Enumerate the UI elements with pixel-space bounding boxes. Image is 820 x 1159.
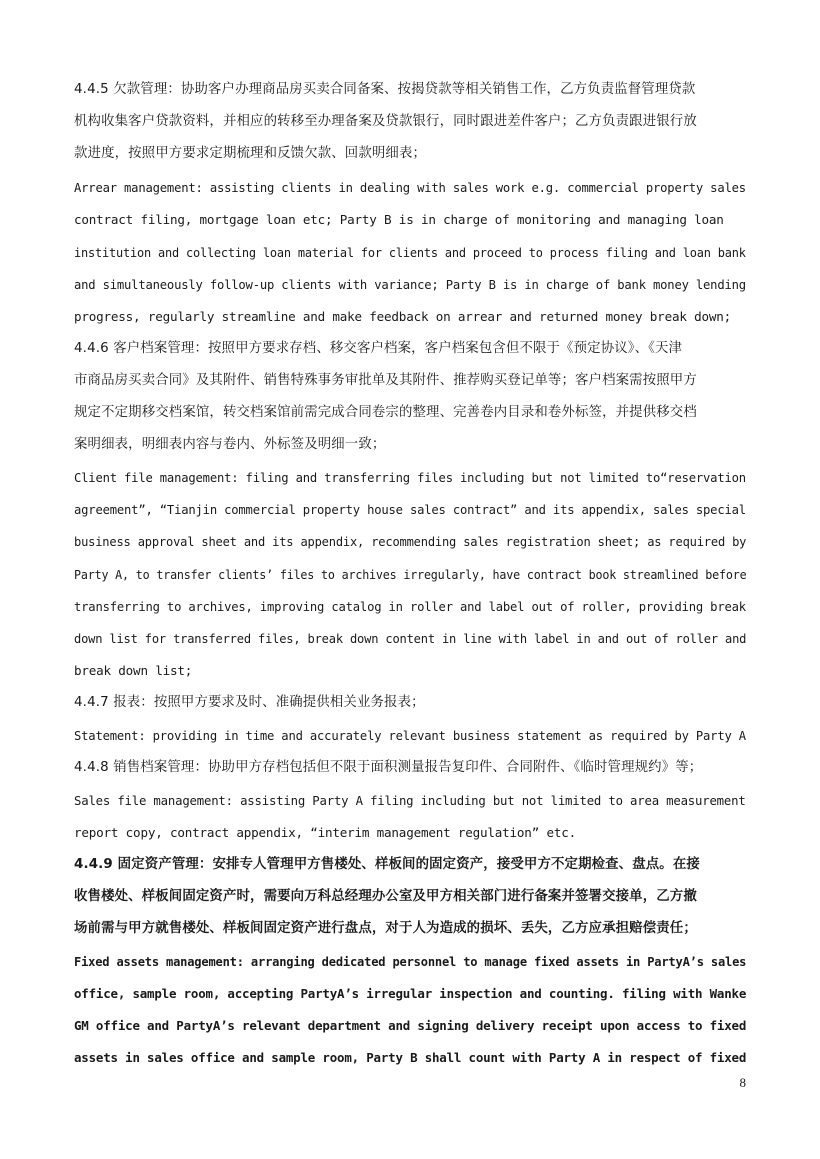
text-line: agreement”, “Tianjin commercial property house sales contract” and its appendix, sales special <box>74 502 746 517</box>
text-line: 市商品房买卖合同》及其附件、销售特殊事务审批单及其附件、推荐购买登记单等；客户档案需按照甲方 <box>74 373 697 388</box>
text-line: GM office and PartyA’s relevant department and signing delivery receipt upon access to fixed <box>74 1018 747 1033</box>
text-line: Statement: providing in time and accurately relevant business statement as required by Party A <box>74 728 746 743</box>
text-line: Arrear management: assisting clients in dealing with sales work e.g. commercial property sales <box>74 180 746 195</box>
text-line: 收售楼处、样板间固定资产时，需要向万科总经理办公室及甲方相关部门进行备案并签署交接单，乙方撤 <box>74 889 697 904</box>
text-line: 规定不定期移交档案馆，转交档案馆前需完成合同卷宗的整理、完善卷内目录和卷外标签，并提供移交档 <box>74 405 697 420</box>
text-line: office, sample room, accepting PartyA’s irregular inspection and counting. filing with Wanke <box>74 986 747 1001</box>
text-line: business approval sheet and its appendix, recommending sales registration sheet; as required by <box>74 534 747 549</box>
text-line: transferring to archives, improving catalog in roller and label out of roller, providing break <box>74 599 746 614</box>
text-line: and simultaneously follow-up clients with variance; Party B is in charge of bank money lending <box>74 277 746 292</box>
text-line: institution and collecting loan material for clients and proceed to process filing and loan bank <box>74 245 746 260</box>
text-line: down list for transferred files, break down content in line with label in and out of roller and <box>74 631 747 646</box>
text-line: 4.4.5 欠款管理：协助客户办理商品房买卖合同备案、按揭贷款等相关销售工作，乙方负责监督管理贷款 <box>74 82 696 97</box>
text-line: Client file management: filing and transferring files including but not limited to“reservation <box>74 470 746 485</box>
text-line: 款进度，按照甲方要求定期梳理和反馈欠款、回款明细表； <box>74 146 427 161</box>
text-line: break down list; <box>74 663 193 678</box>
text-line: 4.4.8 销售档案管理：协助甲方存档包括但不限于面积测量报告复印件、合同附件、《临时管理规约》等； <box>74 760 703 775</box>
text-line: report copy, contract appendix, “interim management regulation” etc. <box>74 825 576 840</box>
text-line: contract filing, mortgage loan etc; Party B is in charge of monitoring and managing loan <box>74 212 724 227</box>
text-line: 场前需与甲方就售楼处、样板间固定资产进行盘点，对于人为造成的损坏、丢失，乙方应承担赔偿责任； <box>74 921 697 936</box>
text-line: 机构收集客户贷款资料，并相应的转移至办理备案及贷款银行，同时跟进差件客户；乙方负责跟进银行放 <box>74 114 697 129</box>
text-line: 4.4.9 固定资产管理：安排专人管理甲方售楼处、样板间的固定资产，接受甲方不定期检查、盘点。在接 <box>74 857 700 872</box>
page-number: 8 <box>739 1075 746 1090</box>
text-line: Party A, to transfer clients’ files to archives irregularly, have contract book streamlined before <box>74 567 747 582</box>
text-line: Sales file management: assisting Party A filing including but not limited to area measurement <box>74 793 746 808</box>
text-line: 4.4.7 报表：按照甲方要求及时、准确提供相关业务报表； <box>74 695 425 710</box>
text-line: 案明细表，明细表内容与卷内、外标签及明细一致； <box>74 437 386 452</box>
text-line: Fixed assets management: arranging dedicated personnel to manage fixed assets in PartyA’s sales <box>74 954 747 969</box>
text-line: progress, regularly streamline and make feedback on arrear and returned money break down; <box>74 309 732 324</box>
text-line: 4.4.6 客户档案管理：按照甲方要求存档、移交客户档案，客户档案包含但不限于《预定协议》、《天津 <box>74 341 683 356</box>
text-line: assets in sales office and sample room, Party B shall count with Party A in respect of fixed <box>74 1050 747 1065</box>
